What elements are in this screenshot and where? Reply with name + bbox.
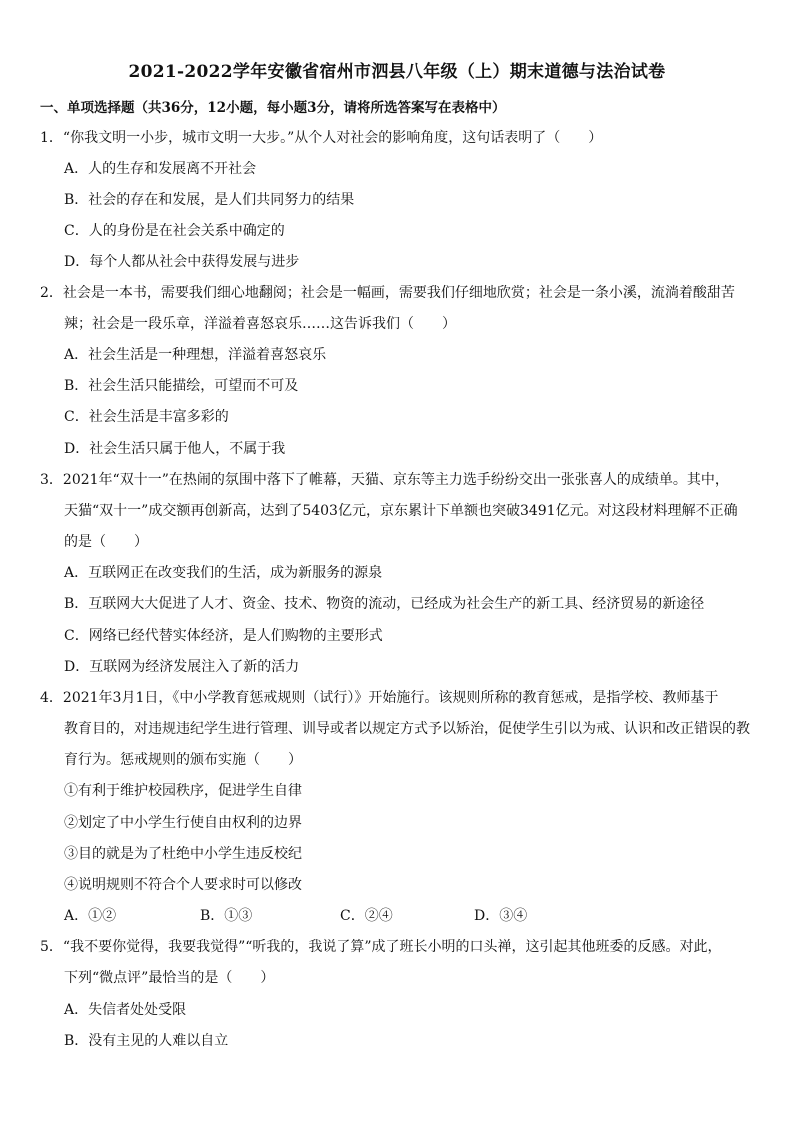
question-3-option-b: B．互联网大大促进了人才、资金、技术、物资的流动，已经成为社会生产的新工具、经济贸易的新途径 bbox=[64, 596, 705, 612]
question-1-option-a: A．人的生存和发展离不开社会 bbox=[64, 161, 257, 177]
question-2-option-a: A．社会生活是一种理想，洋溢着喜怒哀乐 bbox=[64, 347, 327, 363]
question-3-option-a: A．互联网正在改变我们的生活，成为新服务的源泉 bbox=[64, 565, 383, 581]
section-heading: 一、单项选择题（共36分，12小题，每小题3分，请将所选答案写在表格中） bbox=[40, 100, 506, 116]
question-4-item-4: ④说明规则不符合个人要求时可以修改 bbox=[64, 877, 302, 893]
question-3-option-d: D．互联网为经济发展注入了新的活力 bbox=[64, 659, 300, 675]
question-5-stem-line-2: 下列“微点评”最恰当的是（ ） bbox=[64, 970, 275, 986]
page-title: 2021-2022学年安徽省宿州市泗县八年级（上）期末道德与法治试卷 bbox=[128, 62, 666, 82]
question-3-option-c: C．网络已经代替实体经济，是人们购物的主要形式 bbox=[64, 628, 383, 644]
question-1-option-c: C．人的身份是在社会关系中确定的 bbox=[64, 223, 285, 239]
question-3-stem-line-3: 的是（ ） bbox=[64, 534, 148, 550]
question-4-item-2: ②划定了中小学生行使自由权利的边界 bbox=[64, 815, 302, 831]
question-4-stem-line-2: 教育目的，对违规违纪学生进行管理、训导或者以规定方式予以矫治，促使学生引以为戒、认识和改正错误的教 bbox=[64, 721, 750, 737]
question-3-stem-line-2: 天猫“双十一”成交额再创新高，达到了5403亿元，京东累计下单额也突破3491亿元。对这段材料理解不正确 bbox=[64, 503, 738, 519]
question-2-stem-line-2: 辣；社会是一段乐章，洋溢着喜怒哀乐……这告诉我们（ ） bbox=[64, 316, 456, 332]
question-4-item-1: ①有利于维护校园秩序，促进学生自律 bbox=[64, 783, 302, 799]
question-5-option-a: A．失信者处处受限 bbox=[64, 1002, 187, 1018]
question-1-option-b: B．社会的存在和发展，是人们共同努力的结果 bbox=[64, 192, 355, 208]
question-5-stem-line-1: 5．“我不要你觉得，我要我觉得”“听我的，我说了算”成了班长小明的口头禅，这引起其他班委的反感。对此， bbox=[40, 939, 722, 955]
question-1-option-d: D．每个人都从社会中获得发展与进步 bbox=[64, 254, 300, 270]
question-5-option-b: B．没有主见的人难以自立 bbox=[64, 1033, 229, 1049]
question-3-stem-line-1: 3．2021年“双十一”在热闹的氛围中落下了帷幕，天猫、京东等主力选手纷纷交出一张张喜人的成绩单。其中， bbox=[40, 472, 729, 488]
question-4-option-a: A．①② bbox=[64, 908, 117, 924]
question-2-option-c: C．社会生活是丰富多彩的 bbox=[64, 409, 229, 425]
question-2-option-b: B．社会生活只能描绘，可望而不可及 bbox=[64, 378, 299, 394]
question-4-stem-line-3: 育行为。惩戒规则的颁布实施（ ） bbox=[64, 752, 302, 768]
question-4-option-c: C．②④ bbox=[340, 908, 393, 924]
question-4-item-3: ③目的就是为了杜绝中小学生违反校纪 bbox=[64, 846, 302, 862]
question-2-stem-line-1: 2．社会是一本书，需要我们细心地翻阅；社会是一幅画，需要我们仔细地欣赏；社会是一条小溪，流淌着酸甜苦 bbox=[40, 285, 735, 301]
question-1-stem: 1．“你我文明一小步，城市文明一大步。”从个人对社会的影响角度，这句话表明了（ ） bbox=[40, 130, 603, 146]
question-4-stem-line-1: 4．2021年3月1日，《中小学教育惩戒规则（试行）》开始施行。该规则所称的教育惩戒，是指学校、教师基于 bbox=[40, 690, 719, 706]
question-4-option-b: B．①③ bbox=[200, 908, 253, 924]
question-4-option-d: D．③④ bbox=[474, 908, 528, 924]
question-2-option-d: D．社会生活只属于他人，不属于我 bbox=[64, 441, 286, 457]
